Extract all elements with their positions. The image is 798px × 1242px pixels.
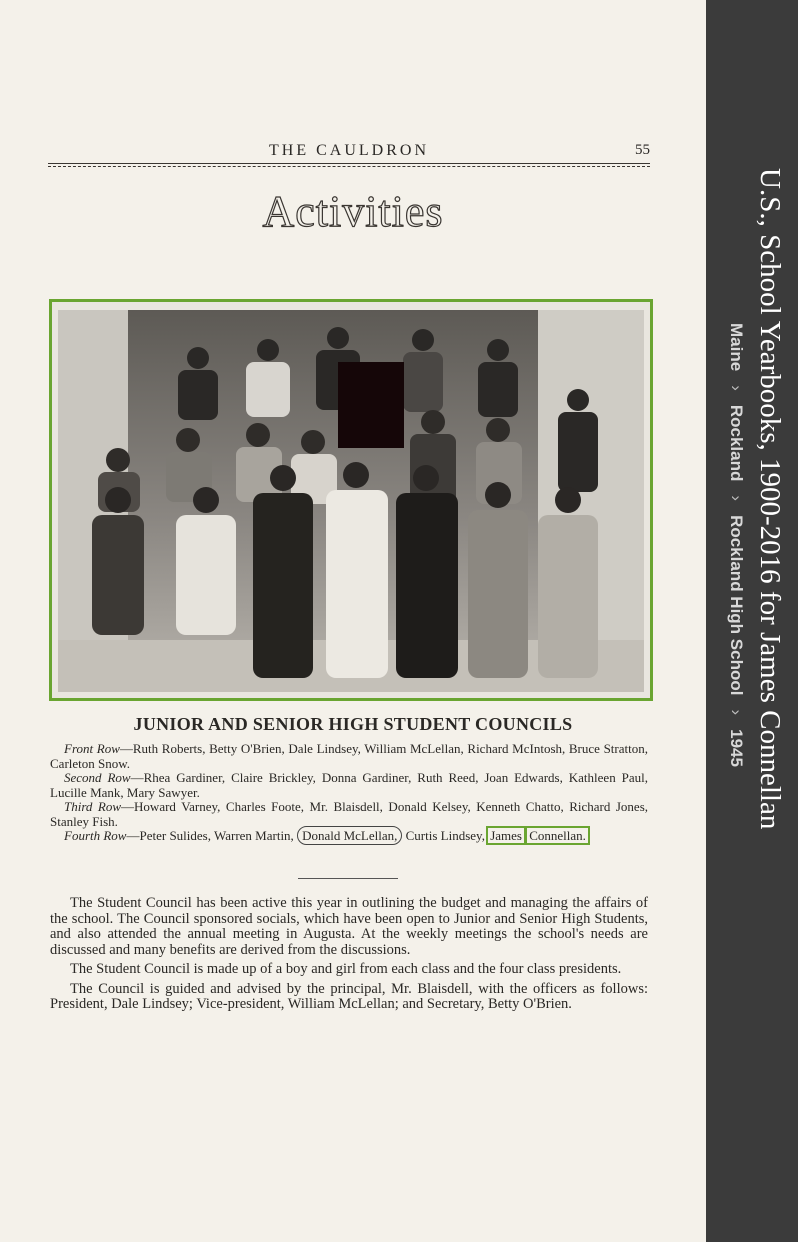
- record-title: U.S., School Yearbooks, 1900-2016 for James Connellan: [754, 168, 786, 830]
- page-number: 55: [635, 142, 650, 158]
- third-row-names: —Howard Varney, Charles Foote, Mr. Blaisdell, Donald Kelsey, Kenneth Chatto, Richard Jones, Stanley Fish.: [50, 799, 649, 829]
- record-sidebar: [706, 0, 798, 1242]
- header-rule-bottom: [48, 166, 650, 167]
- chevron-right-icon: ›: [727, 495, 746, 502]
- sidebar-rotated: [726, 168, 788, 1068]
- header-rule-top: [48, 163, 650, 164]
- breadcrumb-school[interactable]: Rockland High School: [727, 515, 746, 696]
- front-row-line: [50, 742, 648, 771]
- caption-title: JUNIOR AND SENIOR HIGH STUDENT COUNCILS: [133, 714, 573, 734]
- breadcrumb-state[interactable]: Maine: [727, 323, 746, 372]
- breadcrumb: [726, 323, 746, 1068]
- photo-highlight-box[interactable]: [49, 299, 653, 701]
- section-heading: Activities: [262, 187, 444, 236]
- chevron-right-icon: ›: [727, 709, 746, 716]
- redacted-face: [338, 362, 404, 448]
- section-divider: [298, 878, 398, 879]
- fourth-row-line: [50, 829, 648, 844]
- third-row-label: Third Row: [64, 799, 122, 814]
- paragraph: The Student Council has been active this year in outlining the budget and managing the affairs of the school. The Council sponsored socials, which have been open to Junior and Senior High Students, and also attended the annual meeting in Augusta. At the weekly meetings the school's needs are discussed and many benefits are derived from the discussions.: [50, 895, 648, 958]
- paragraph: The Student Council is made up of a boy and girl from each class and the four class presidents.: [70, 961, 622, 977]
- front-row-names: —Ruth Roberts, Betty O'Brien, Dale Lindsey, William McLellan, Richard McIntosh, Bruce Stratton, Carleton Snow.: [50, 741, 648, 771]
- publication-title: THE CAULDRON: [269, 142, 429, 159]
- circled-name: Donald McLellan,: [297, 826, 402, 845]
- group-photo: [58, 310, 644, 692]
- breadcrumb-city[interactable]: Rockland: [727, 404, 746, 482]
- front-row-label: Front Row: [64, 741, 120, 756]
- page-header: [48, 142, 650, 164]
- third-row-line: [50, 800, 648, 829]
- breadcrumb-year[interactable]: 1945: [727, 729, 746, 767]
- chevron-right-icon: ›: [727, 385, 746, 391]
- fourth-row-label: Fourth Row: [64, 828, 127, 843]
- name-highlight-first[interactable]: James: [490, 828, 522, 843]
- name-highlight-last[interactable]: Connellan.: [529, 828, 586, 843]
- body-text: [50, 896, 648, 1017]
- second-row-names: —Rhea Gardiner, Claire Brickley, Donna Gardiner, Ruth Reed, Joan Edwards, Kathleen Paul, Lucille Mank, Mary Sawyer.: [50, 770, 648, 800]
- fourth-row-names-b: Curtis Lindsey,: [405, 828, 485, 843]
- paragraph: The Council is guided and advised by the principal, Mr. Blaisdell, with the officers as follows: President, Dale Lindsey; Vice-president, William McLellan; and Secretary, Betty O'Brien.: [50, 980, 648, 1012]
- second-row-label: Second Row: [64, 770, 131, 785]
- fourth-row-names-a: —Peter Sulides, Warren Martin,: [126, 828, 294, 843]
- roster: [50, 742, 648, 844]
- second-row-line: [50, 771, 648, 800]
